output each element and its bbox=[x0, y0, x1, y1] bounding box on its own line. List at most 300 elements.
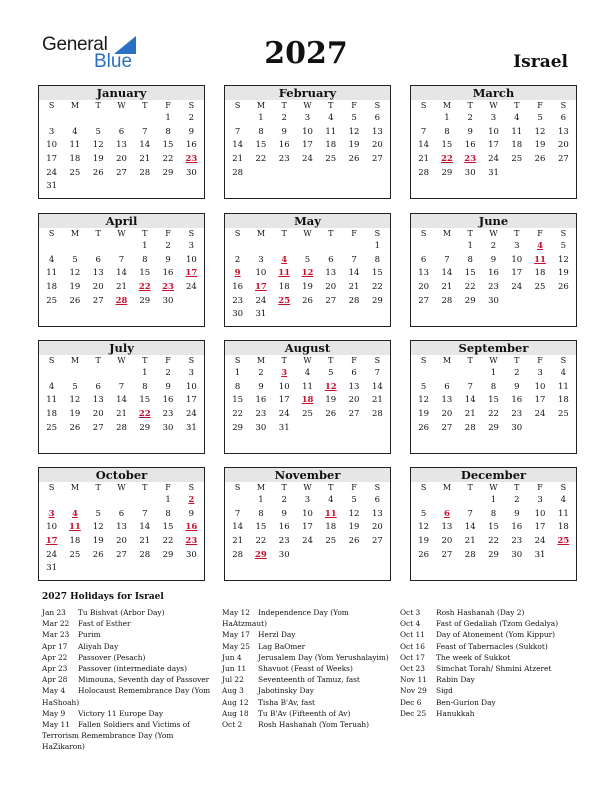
day-cell: 18 bbox=[325, 140, 337, 151]
day-cell: 27 bbox=[557, 154, 569, 165]
day-cell: 27 bbox=[371, 536, 383, 547]
day-cell: 30 bbox=[185, 167, 197, 178]
day-cell: 20 bbox=[557, 140, 569, 151]
day-cell: 13 bbox=[557, 126, 569, 137]
holiday-date: Jun 4 bbox=[222, 652, 242, 662]
day-cell: 8 bbox=[142, 254, 148, 265]
holiday-day-cell: 23 bbox=[162, 282, 174, 293]
day-cell: 21 bbox=[441, 282, 453, 293]
day-cell: 26 bbox=[418, 549, 430, 560]
holiday-name-continued: HaAtzmaut) bbox=[222, 619, 267, 629]
day-cell: 7 bbox=[351, 254, 357, 265]
day-cell: 25 bbox=[69, 549, 81, 560]
day-cell: 3 bbox=[258, 254, 264, 265]
day-cell: 26 bbox=[557, 282, 569, 293]
holiday-name: Tu Bishvat (Arbor Day) bbox=[78, 608, 165, 617]
day-cell: 2 bbox=[258, 368, 264, 378]
day-cell: 2 bbox=[467, 113, 473, 123]
day-cell: 20 bbox=[92, 282, 104, 293]
day-cell: 9 bbox=[258, 381, 264, 392]
day-cell: 12 bbox=[557, 254, 569, 265]
day-cell: 7 bbox=[374, 368, 381, 378]
holiday-item bbox=[400, 663, 575, 674]
day-cell: 9 bbox=[514, 508, 520, 519]
day-cell: 8 bbox=[234, 381, 241, 392]
holiday-day-cell: 4 bbox=[71, 508, 78, 519]
day-cell: 14 bbox=[441, 268, 453, 279]
day-cell: 31 bbox=[488, 167, 499, 178]
weekday-header: W bbox=[117, 101, 126, 110]
day-cell: 28 bbox=[232, 549, 244, 560]
holiday-date: Apr 28 bbox=[42, 675, 68, 685]
holiday-date: Jun 11 bbox=[222, 664, 247, 674]
month-name: June bbox=[411, 214, 576, 228]
holiday-name: Lag BaOmer bbox=[258, 641, 306, 651]
holiday-date: Oct 23 bbox=[400, 664, 425, 674]
day-cell: 25 bbox=[46, 422, 58, 433]
day-cell: 6 bbox=[351, 368, 357, 378]
weekday-header: M bbox=[70, 229, 80, 238]
day-cell: 9 bbox=[188, 508, 195, 519]
day-cell: 25 bbox=[325, 154, 337, 165]
day-cell: 23 bbox=[511, 536, 523, 547]
day-cell: 1 bbox=[490, 495, 497, 505]
day-cell: 8 bbox=[165, 126, 171, 137]
day-cell: 7 bbox=[118, 254, 125, 265]
day-cell: 16 bbox=[511, 395, 523, 406]
weekday-header: M bbox=[256, 356, 266, 365]
weekday-header: F bbox=[537, 229, 543, 238]
weekday-header: W bbox=[489, 101, 498, 110]
day-cell: 3 bbox=[304, 113, 311, 123]
weekday-header: M bbox=[70, 356, 80, 365]
empty-cell bbox=[40, 494, 63, 508]
day-cell: 25 bbox=[534, 282, 546, 293]
weekday-header: F bbox=[165, 483, 171, 492]
holiday-date: Dec 6 bbox=[400, 697, 422, 707]
weekday-header: T bbox=[142, 483, 148, 492]
day-cell: 15 bbox=[488, 522, 499, 533]
day-cell: 19 bbox=[348, 140, 360, 151]
day-cell: 17 bbox=[185, 395, 197, 406]
day-cell: 8 bbox=[258, 508, 264, 519]
holiday-item bbox=[42, 719, 214, 730]
holiday-item bbox=[400, 607, 575, 618]
holiday-name: Simchat Torah/ Shmini Atzeret bbox=[436, 664, 552, 674]
holiday-item bbox=[222, 663, 394, 674]
day-cell: 2 bbox=[165, 241, 171, 251]
empty-cell bbox=[226, 112, 249, 126]
holiday-date: Nov 11 bbox=[400, 675, 427, 685]
day-cell: 25 bbox=[69, 167, 81, 178]
day-cell: 1 bbox=[490, 368, 497, 378]
day-cell: 1 bbox=[258, 113, 264, 123]
month-name: December bbox=[411, 468, 576, 482]
day-cell: 26 bbox=[302, 295, 313, 306]
day-cell: 22 bbox=[488, 409, 499, 420]
day-cell: 7 bbox=[118, 381, 125, 392]
weekday-header: S bbox=[48, 356, 55, 365]
day-cell: 28 bbox=[232, 167, 244, 178]
day-cell: 4 bbox=[304, 368, 311, 378]
weekday-header: S bbox=[560, 483, 567, 492]
holiday-name: Rosh Hashanah (Day 2) bbox=[436, 608, 525, 617]
day-cell: 10 bbox=[46, 522, 58, 533]
empty-cell bbox=[412, 240, 435, 254]
day-cell: 1 bbox=[258, 495, 264, 505]
holiday-day-cell: 11 bbox=[324, 508, 337, 519]
day-cell: 18 bbox=[557, 395, 569, 406]
day-cell: 16 bbox=[464, 140, 476, 151]
day-cell: 24 bbox=[185, 409, 197, 420]
day-cell: 5 bbox=[95, 508, 101, 519]
day-cell: 1 bbox=[165, 495, 171, 505]
day-cell: 5 bbox=[351, 113, 357, 123]
day-cell: 20 bbox=[92, 409, 104, 420]
month-may bbox=[224, 213, 391, 327]
day-cell: 19 bbox=[418, 536, 430, 547]
day-cell: 28 bbox=[464, 422, 476, 433]
day-cell: 17 bbox=[534, 522, 546, 533]
day-cell: 6 bbox=[95, 381, 101, 392]
day-cell: 20 bbox=[371, 140, 383, 151]
day-cell: 12 bbox=[418, 395, 430, 406]
day-cell: 20 bbox=[116, 154, 127, 165]
holiday-name: Tisha B'Av, fast bbox=[258, 697, 316, 707]
country-name: Israel bbox=[513, 52, 568, 72]
day-cell: 28 bbox=[418, 167, 430, 178]
day-cell: 19 bbox=[92, 536, 104, 547]
day-cell: 5 bbox=[95, 126, 101, 137]
day-cell: 26 bbox=[69, 295, 81, 306]
day-cell: 1 bbox=[142, 368, 148, 378]
day-cell: 8 bbox=[374, 254, 381, 265]
holiday-column bbox=[400, 607, 575, 719]
day-grid bbox=[411, 228, 576, 308]
weekday-header: T bbox=[328, 229, 334, 238]
holiday-day-cell: 6 bbox=[443, 508, 450, 519]
weekday-header: F bbox=[165, 101, 171, 110]
weekday-header: T bbox=[467, 483, 473, 492]
day-cell: 3 bbox=[537, 495, 543, 505]
month-july bbox=[38, 340, 205, 454]
day-cell: 27 bbox=[325, 295, 337, 306]
day-cell: 2 bbox=[165, 368, 171, 378]
day-cell: 29 bbox=[488, 422, 499, 433]
day-cell: 1 bbox=[165, 113, 171, 123]
holiday-item bbox=[222, 652, 394, 663]
holiday-item bbox=[42, 708, 214, 719]
day-cell: 16 bbox=[255, 395, 267, 406]
day-cell: 1 bbox=[142, 241, 148, 251]
day-cell: 21 bbox=[232, 154, 244, 165]
day-cell: 16 bbox=[185, 140, 197, 151]
day-cell: 30 bbox=[511, 422, 523, 433]
day-cell: 21 bbox=[464, 536, 476, 547]
day-cell: 8 bbox=[258, 126, 264, 137]
day-cell: 14 bbox=[371, 381, 383, 392]
empty-cell bbox=[63, 112, 86, 126]
holiday-name: Jabotinsky Day bbox=[258, 686, 314, 696]
day-cell: 8 bbox=[444, 126, 450, 137]
holiday-day-cell: 23 bbox=[464, 154, 477, 165]
day-cell: 18 bbox=[278, 282, 290, 293]
day-cell: 15 bbox=[139, 395, 151, 406]
holiday-name: Hanukkah bbox=[436, 708, 475, 718]
holiday-day-cell: 16 bbox=[185, 522, 198, 533]
empty-cell bbox=[63, 367, 86, 381]
day-grid bbox=[39, 355, 204, 435]
holiday-name: Purim bbox=[78, 630, 101, 640]
day-cell: 17 bbox=[511, 268, 523, 279]
empty-cell bbox=[296, 240, 319, 254]
day-cell: 29 bbox=[441, 167, 453, 178]
day-grid bbox=[39, 100, 204, 194]
weekday-header: M bbox=[442, 483, 452, 492]
day-cell: 11 bbox=[46, 395, 58, 406]
day-cell: 2 bbox=[514, 368, 520, 378]
day-cell: 22 bbox=[232, 409, 244, 420]
day-cell: 6 bbox=[560, 113, 567, 123]
weekday-header: M bbox=[442, 101, 452, 110]
day-cell: 13 bbox=[371, 126, 383, 137]
day-cell: 27 bbox=[418, 295, 430, 306]
holiday-day-cell: 17 bbox=[45, 536, 58, 547]
day-cell: 23 bbox=[278, 536, 290, 547]
weekday-header: T bbox=[281, 101, 287, 110]
day-cell: 6 bbox=[420, 254, 427, 265]
day-cell: 14 bbox=[232, 522, 244, 533]
holiday-name: Seventeenth of Tamuz, fast bbox=[258, 675, 360, 685]
day-cell: 9 bbox=[188, 126, 195, 137]
day-cell: 18 bbox=[534, 268, 546, 279]
holiday-day-cell: 22 bbox=[138, 409, 151, 420]
day-grid bbox=[411, 355, 576, 435]
day-cell: 3 bbox=[514, 241, 520, 251]
day-cell: 6 bbox=[374, 495, 381, 505]
day-cell: 1 bbox=[234, 368, 241, 378]
empty-cell bbox=[226, 240, 249, 254]
day-cell: 13 bbox=[116, 522, 127, 533]
weekday-header: S bbox=[374, 101, 381, 110]
day-cell: 6 bbox=[95, 254, 101, 265]
weekday-header: T bbox=[95, 356, 101, 365]
day-cell: 8 bbox=[490, 381, 497, 392]
day-cell: 23 bbox=[488, 282, 499, 293]
day-cell: 30 bbox=[464, 167, 476, 178]
holiday-day-cell: 25 bbox=[278, 295, 291, 306]
day-cell: 29 bbox=[371, 295, 383, 306]
holiday-item bbox=[222, 697, 394, 708]
day-cell: 9 bbox=[281, 126, 287, 137]
empty-cell bbox=[435, 367, 458, 381]
day-cell: 17 bbox=[488, 140, 499, 151]
holiday-item bbox=[222, 641, 394, 652]
empty-cell bbox=[133, 494, 156, 508]
weekday-header: F bbox=[351, 101, 357, 110]
day-cell: 29 bbox=[162, 549, 174, 560]
weekday-header: S bbox=[374, 229, 381, 238]
month-name: November bbox=[225, 468, 390, 482]
holiday-date: Aug 12 bbox=[222, 697, 249, 707]
day-cell: 1 bbox=[444, 113, 450, 123]
day-cell: 27 bbox=[116, 549, 127, 560]
holiday-date: Oct 17 bbox=[400, 652, 425, 662]
holiday-date: May 9 bbox=[42, 708, 66, 718]
empty-cell bbox=[87, 240, 110, 254]
month-february bbox=[224, 85, 391, 199]
day-cell: 30 bbox=[185, 549, 197, 560]
empty-cell bbox=[110, 494, 133, 508]
day-cell: 21 bbox=[348, 282, 360, 293]
weekday-header: S bbox=[188, 483, 195, 492]
day-cell: 4 bbox=[48, 381, 55, 392]
day-cell: 12 bbox=[348, 126, 360, 137]
holiday-day-cell: 3 bbox=[281, 368, 288, 378]
day-cell: 26 bbox=[348, 536, 360, 547]
day-grid bbox=[411, 482, 576, 562]
holiday-day-cell: 3 bbox=[48, 508, 55, 519]
holiday-name: Mimouna, Seventh day of Passover bbox=[78, 675, 210, 685]
weekday-header: M bbox=[256, 483, 266, 492]
holiday-item bbox=[400, 674, 575, 685]
day-cell: 30 bbox=[232, 309, 244, 320]
day-cell: 16 bbox=[162, 268, 174, 279]
month-name: May bbox=[225, 214, 390, 228]
holiday-item bbox=[400, 652, 575, 663]
day-cell: 29 bbox=[464, 295, 476, 306]
day-cell: 25 bbox=[325, 536, 337, 547]
day-cell: 31 bbox=[46, 181, 58, 192]
empty-cell bbox=[63, 240, 86, 254]
day-cell: 8 bbox=[142, 381, 148, 392]
day-cell: 30 bbox=[278, 549, 290, 560]
day-cell: 19 bbox=[418, 409, 430, 420]
empty-cell bbox=[133, 112, 156, 126]
day-cell: 3 bbox=[48, 126, 55, 137]
day-cell: 25 bbox=[557, 409, 569, 420]
weekday-header: S bbox=[234, 101, 241, 110]
day-cell: 29 bbox=[162, 167, 174, 178]
day-cell: 27 bbox=[441, 549, 453, 560]
day-cell: 23 bbox=[278, 154, 290, 165]
holiday-date: Aug 3 bbox=[222, 686, 244, 696]
holiday-day-cell: 17 bbox=[255, 282, 267, 293]
day-cell: 5 bbox=[72, 254, 78, 265]
weekday-header: W bbox=[303, 101, 312, 110]
weekday-header: F bbox=[351, 483, 357, 492]
day-cell: 29 bbox=[488, 549, 499, 560]
weekday-header: S bbox=[420, 101, 427, 110]
day-cell: 16 bbox=[278, 522, 290, 533]
holiday-name: Rosh Hashanah (Yom Teruah) bbox=[258, 720, 369, 730]
day-cell: 31 bbox=[46, 563, 58, 574]
holiday-day-cell: 29 bbox=[255, 549, 267, 560]
weekday-header: T bbox=[95, 483, 101, 492]
day-cell: 9 bbox=[514, 381, 520, 392]
weekday-header: S bbox=[560, 356, 567, 365]
day-cell: 12 bbox=[418, 522, 430, 533]
day-cell: 13 bbox=[116, 140, 127, 151]
weekday-header: T bbox=[95, 229, 101, 238]
day-cell: 25 bbox=[46, 295, 58, 306]
day-cell: 16 bbox=[488, 268, 499, 279]
day-cell: 21 bbox=[139, 154, 151, 165]
weekday-header: S bbox=[48, 229, 55, 238]
month-january bbox=[38, 85, 205, 199]
day-cell: 20 bbox=[441, 409, 453, 420]
day-cell: 28 bbox=[464, 549, 476, 560]
holiday-name: Herzl Day bbox=[258, 630, 296, 640]
day-cell: 26 bbox=[325, 409, 337, 420]
holiday-item bbox=[42, 663, 214, 674]
weekday-header: F bbox=[351, 229, 357, 238]
holiday-day-cell: 4 bbox=[281, 254, 288, 265]
day-cell: 24 bbox=[488, 154, 499, 165]
day-cell: 2 bbox=[234, 254, 241, 265]
holiday-date: Apr 17 bbox=[42, 641, 68, 651]
day-cell: 4 bbox=[48, 254, 55, 265]
weekday-header: S bbox=[374, 356, 381, 365]
weekday-header: T bbox=[467, 356, 473, 365]
day-cell: 19 bbox=[302, 282, 313, 293]
holiday-day-cell: 23 bbox=[185, 154, 198, 165]
day-cell: 14 bbox=[116, 395, 127, 406]
holiday-date: Oct 2 bbox=[222, 720, 243, 730]
day-cell: 13 bbox=[92, 395, 104, 406]
day-cell: 13 bbox=[441, 522, 453, 533]
holiday-date: Oct 11 bbox=[400, 630, 425, 640]
day-grid bbox=[225, 100, 390, 180]
day-cell: 26 bbox=[69, 422, 81, 433]
day-cell: 29 bbox=[139, 295, 151, 306]
holiday-item bbox=[400, 629, 575, 640]
holiday-name: Day of Atonement (Yom Kippur) bbox=[436, 630, 556, 640]
day-cell: 22 bbox=[255, 536, 267, 547]
day-cell: 21 bbox=[116, 409, 127, 420]
day-cell: 6 bbox=[118, 508, 125, 519]
day-cell: 26 bbox=[534, 154, 546, 165]
day-cell: 25 bbox=[511, 154, 523, 165]
day-cell: 24 bbox=[46, 549, 58, 560]
month-name: September bbox=[411, 341, 576, 355]
weekday-header: S bbox=[560, 229, 567, 238]
day-cell: 22 bbox=[162, 536, 174, 547]
day-cell: 13 bbox=[92, 268, 104, 279]
day-cell: 22 bbox=[488, 536, 499, 547]
day-cell: 9 bbox=[490, 254, 497, 265]
day-cell: 14 bbox=[139, 140, 151, 151]
empty-cell bbox=[273, 240, 296, 254]
weekday-header: T bbox=[514, 483, 520, 492]
day-cell: 9 bbox=[165, 254, 171, 265]
weekday-header: F bbox=[537, 483, 543, 492]
day-cell: 12 bbox=[534, 126, 546, 137]
day-cell: 19 bbox=[69, 409, 81, 420]
holiday-date: Nov 29 bbox=[400, 686, 427, 696]
day-cell: 5 bbox=[420, 508, 427, 519]
weekday-header: T bbox=[514, 356, 520, 365]
holiday-day-cell: 11 bbox=[69, 522, 81, 533]
day-cell: 7 bbox=[467, 508, 473, 519]
day-cell: 3 bbox=[537, 368, 543, 378]
day-cell: 6 bbox=[374, 113, 381, 123]
month-august bbox=[224, 340, 391, 454]
weekday-header: T bbox=[328, 356, 334, 365]
empty-cell bbox=[110, 112, 133, 126]
day-cell: 7 bbox=[234, 508, 241, 519]
day-cell: 24 bbox=[278, 409, 290, 420]
